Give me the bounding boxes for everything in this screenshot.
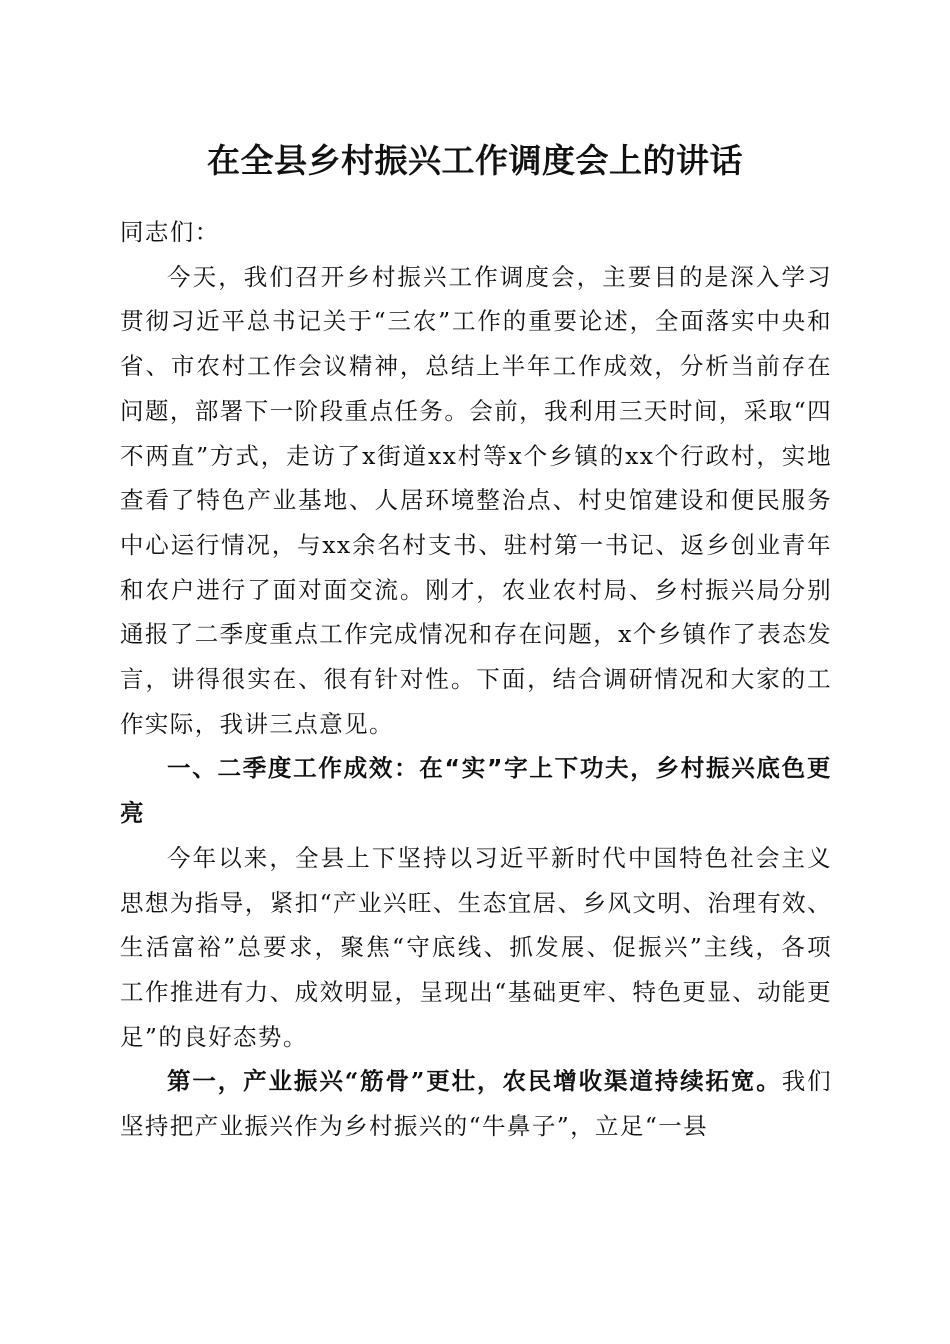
document-body [120, 210, 832, 1149]
intro-paragraph: 今天，我们召开乡村振兴工作调度会，主要目的是深入学习贯彻习近平总书记关于“三农”工作的重要论述，全面落实中央和省、市农村工作会议精神，总结上半年工作成效，分析当前存在问题，部署下一阶段重点任务。会前，我利用三天时间，采取“四不两直”方式，走访了x街道xx村等x个乡镇的xx个行政村，实地查看了特色产业基地、人居环境整治点、村史馆建设和便民服务中心运行情况，与xx余名村支书、驻村第一书记、返乡创业青年和农户进行了面对面交流。刚才，农业农村局、乡村振兴局分别通报了二季度重点工作完成情况和存在问题，x个乡镇作了表态发言，讲得很实在、很有针对性。下面，结合调研情况和大家的工作实际，我讲三点意见。 [120, 262, 832, 738]
point-1-paragraph [120, 1059, 832, 1148]
section-1-paragraph: 今年以来，全县上下坚持以习近平新时代中国特色社会主义思想为指导，紧扣“产业兴旺、生态宜居、乡风文明、治理有效、生活富裕”总要求，聚焦“守底线、抓发展、促振兴”主线，各项工作推进有力、成效明显，呈现出“基础更牢、特色更显、动能更足”的良好态势。 [120, 843, 832, 1051]
section-heading-1: 一、二季度工作成效：在“实”字上下功夫，乡村振兴底色更亮 [120, 754, 832, 828]
salutation: 同志们： [120, 218, 220, 246]
document-title: 在全县乡村振兴工作调度会上的讲话 [207, 141, 743, 180]
point-1-body: 我们坚持把产业振兴作为乡村振兴的“牛鼻子”，立足“一县 [120, 1067, 832, 1141]
point-1-lead: 第一，产业振兴“筋骨”更壮，农民增收渠道持续拓宽。 [167, 1067, 782, 1096]
